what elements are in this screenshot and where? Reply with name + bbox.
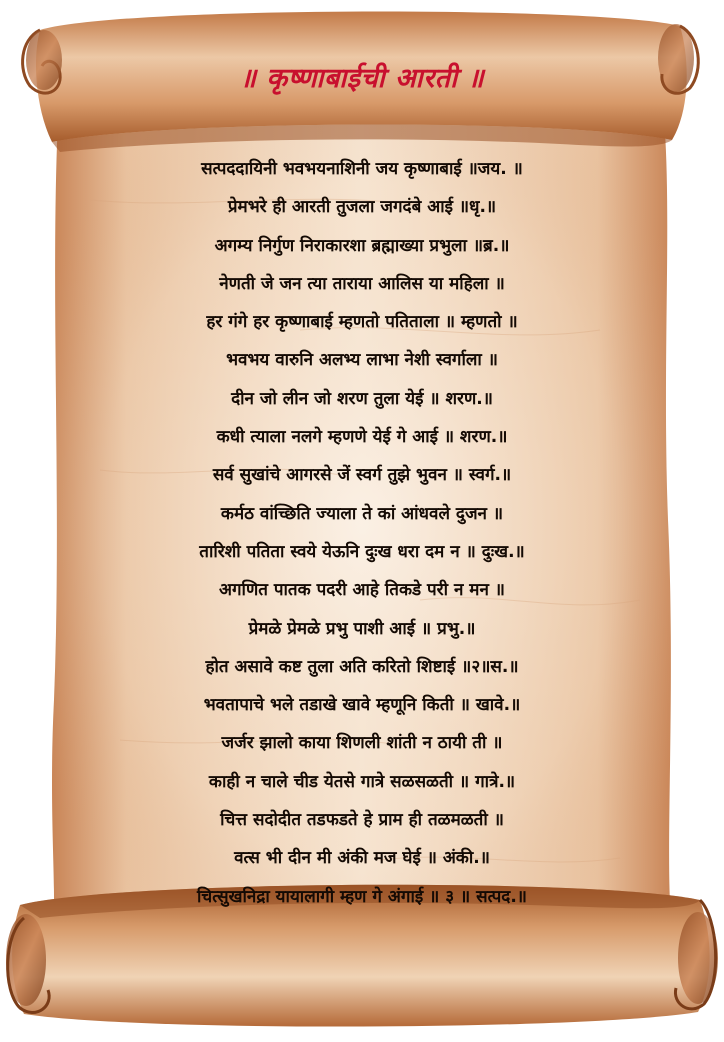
verse-line: दीन जो लीन जो शरण तुला येई ॥ शरण.॥ [231,388,493,409]
verse-list [110,150,614,916]
verse-line: चित्सुखनिद्रा यायालागी म्हण गे अंगाई ॥ ३ ॥ सत्पद.॥ [197,886,527,907]
verse-line: होत असावे कष्ट तुला अति करितो शिष्टाई ॥२॥स.॥ [205,656,519,677]
page-title: ॥ कृष्णाबाईची आरती ॥ [239,63,485,94]
verse-line: कधी त्याला नलगे म्हणणे येई गे आई ॥ शरण.॥ [216,427,508,448]
verse-line: अगम्य निर्गुण निराकारशा ब्रह्माख्या प्रभुला ॥ब्र.॥ [214,235,510,256]
verse-line: नेणती जे जन त्या ताराया आलिस या महिला ॥ [219,273,505,294]
verse-line: वत्स भी दीन मी अंकी मज घेई ॥ अंकी.॥ [234,848,490,869]
verse-line: सत्पददायिनी भवभयनाशिनी जय कृष्णाबाई ॥जय. ॥ [201,159,523,179]
verse-line: भवभय वारुनि अलभ्य लाभा नेशी स्वर्गाला ॥ [226,350,498,371]
verse-line: अगणित पातक पदरी आहे तिकडे परी न मन ॥ [218,580,505,601]
verse-line: सर्व सुखांचे आगरसे जें स्वर्ग तुझे भुवन ॥ स्वर्ग.॥ [212,465,512,486]
verse-line: जर्जर झालो काया शिणली शांती न ठायी ती ॥ [221,733,503,754]
verse-line: चित्त सदोदीत तडफडते हे प्राम ही तळमळती ॥ [220,810,504,831]
verse-line: भवतापाचे भले तडाखे खावे म्हणूनि किती ॥ खावे.॥ [203,695,521,716]
verse-line: काही न चाले चीड येतसे गात्रे सळसळती ॥ गात्रे.॥ [208,771,516,792]
verse-line: कर्मठ वांच्छिति ज्याला ते कां आंधवले दुजन ॥ [220,503,504,524]
verse-line: प्रेमळे प्रेमळे प्रभु पाशी आई ॥ प्रभु.॥ [248,618,476,639]
verse-line: हर गंगे हर कृष्णाबाई म्हणतो पतिताला ॥ म्हणतो ॥ [206,312,518,333]
verse-line: प्रेमभरे ही आरती तुजला जगदंबे आई ॥धृ.॥ [227,197,497,218]
verse-line: तारिशी पतिता स्वये येऊनि दुःख धरा दम न ॥ दुःख.॥ [199,541,525,562]
